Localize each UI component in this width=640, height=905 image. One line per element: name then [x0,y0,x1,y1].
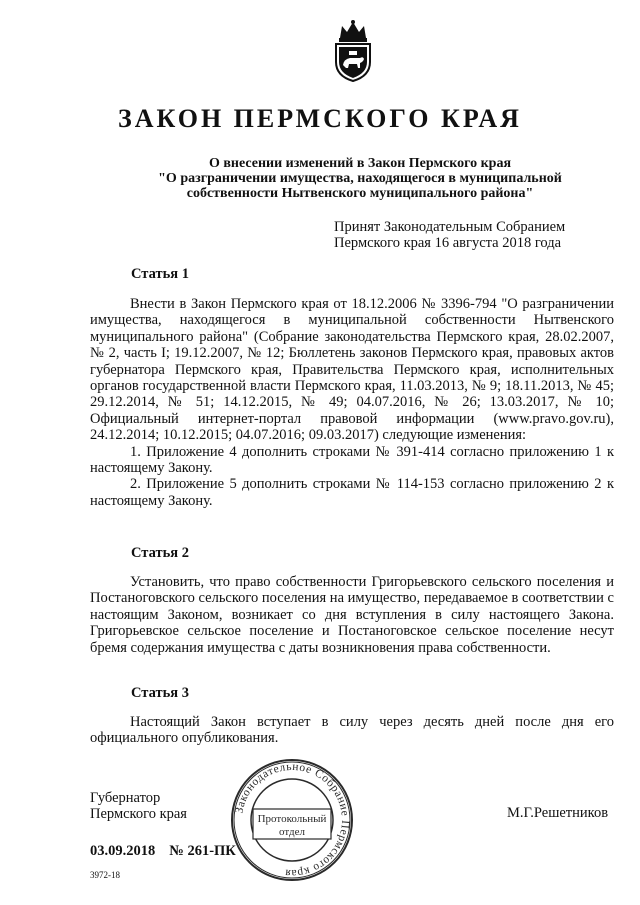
adoption-line: Пермского края 16 августа 2018 года [334,235,562,251]
article-1-body [90,296,614,509]
official-stamp [229,757,355,883]
article-paragraph: Настоящий Закон вступает в силу через десять дней после дня его официального опубликования. [90,714,614,747]
registration-line [90,843,236,860]
subtitle-line: собственности Нытвенского муниципального района" [186,186,534,201]
stamp-ring-text: Законодательное Собрание Пермского края [233,760,352,880]
coat-of-arms-icon [330,18,376,82]
article-3-heading: Статья 3 [131,685,189,701]
article-paragraph: 2. Приложение 5 дополнить строками № 114-153 согласно приложению 2 к настоящему Закону. [90,476,614,509]
law-date: 03.09.2018 [90,843,156,859]
document-subtitle [150,156,570,201]
document-title: ЗАКОН ПЕРМСКОГО КРАЯ [118,104,522,133]
article-paragraph: Установить, что право собственности Григорьевского сельского поселения и Постаноговского сельского поселения на имущество, передаваемое в соответствии с настоящим Законом, возникает со дня вступления в силу настоящего Закона. Григорьевское сельское поселение и Постаноговское сельское поселение несут бремя содержания имущества с даты возникновения права собственности. [90,574,614,656]
stamp-center-line-2: отдел [279,826,305,838]
article-paragraph: Внести в Закон Пермского края от 18.12.2006 № 3396-794 "О разграничении имущества, находящегося в муниципальной собственности Нытвенского муниципального района" (Собрание законодательства Пермского края, 28.02.2007, № 2, часть I; 19.12.2007, № 12; Бюллетень законов Пермского края, правовых актов губернатора Пермского края, Правительства Пермского края, исполнительных органов государственной власти Пермского края, 11.03.2013, № 9; 18.11.2013, № 45; 29.12.2014, № 51; 14.12.2015, № 49; 04.07.2016, № 26; 13.03.2017, № 10; Официальный интернет-портал правовой информации (www.pravo.gov.ru), 24.12.2014; 10.12.2015; 04.07.2016; 09.03.2017) следующие изменения: [90,296,614,444]
stamp-center-line-1: Протокольный [257,813,327,825]
subtitle-line: О внесении изменений в Закон Пермского края [208,156,512,171]
position-line: Пермского края [90,806,187,822]
signatory-name: М.Г.Решетников [507,805,609,821]
article-1-heading: Статья 1 [131,266,189,282]
registration-code: 3972-18 [90,870,120,880]
article-2-body [90,574,614,656]
article-3-body [90,714,614,747]
adoption-line: Принят Законодательным Собранием [334,219,566,235]
position-line: Губернатор [90,790,161,806]
law-number: № 261-ПК [169,843,236,859]
article-paragraph: 1. Приложение 4 дополнить строками № 391-414 согласно приложению 1 к настоящему Закону. [90,443,614,477]
signatory-position [90,790,187,822]
article-2-heading: Статья 2 [131,545,189,561]
subtitle-line: "О разграничении имущества, находящегося в муниципальной [158,171,562,186]
adoption-note [334,219,565,251]
